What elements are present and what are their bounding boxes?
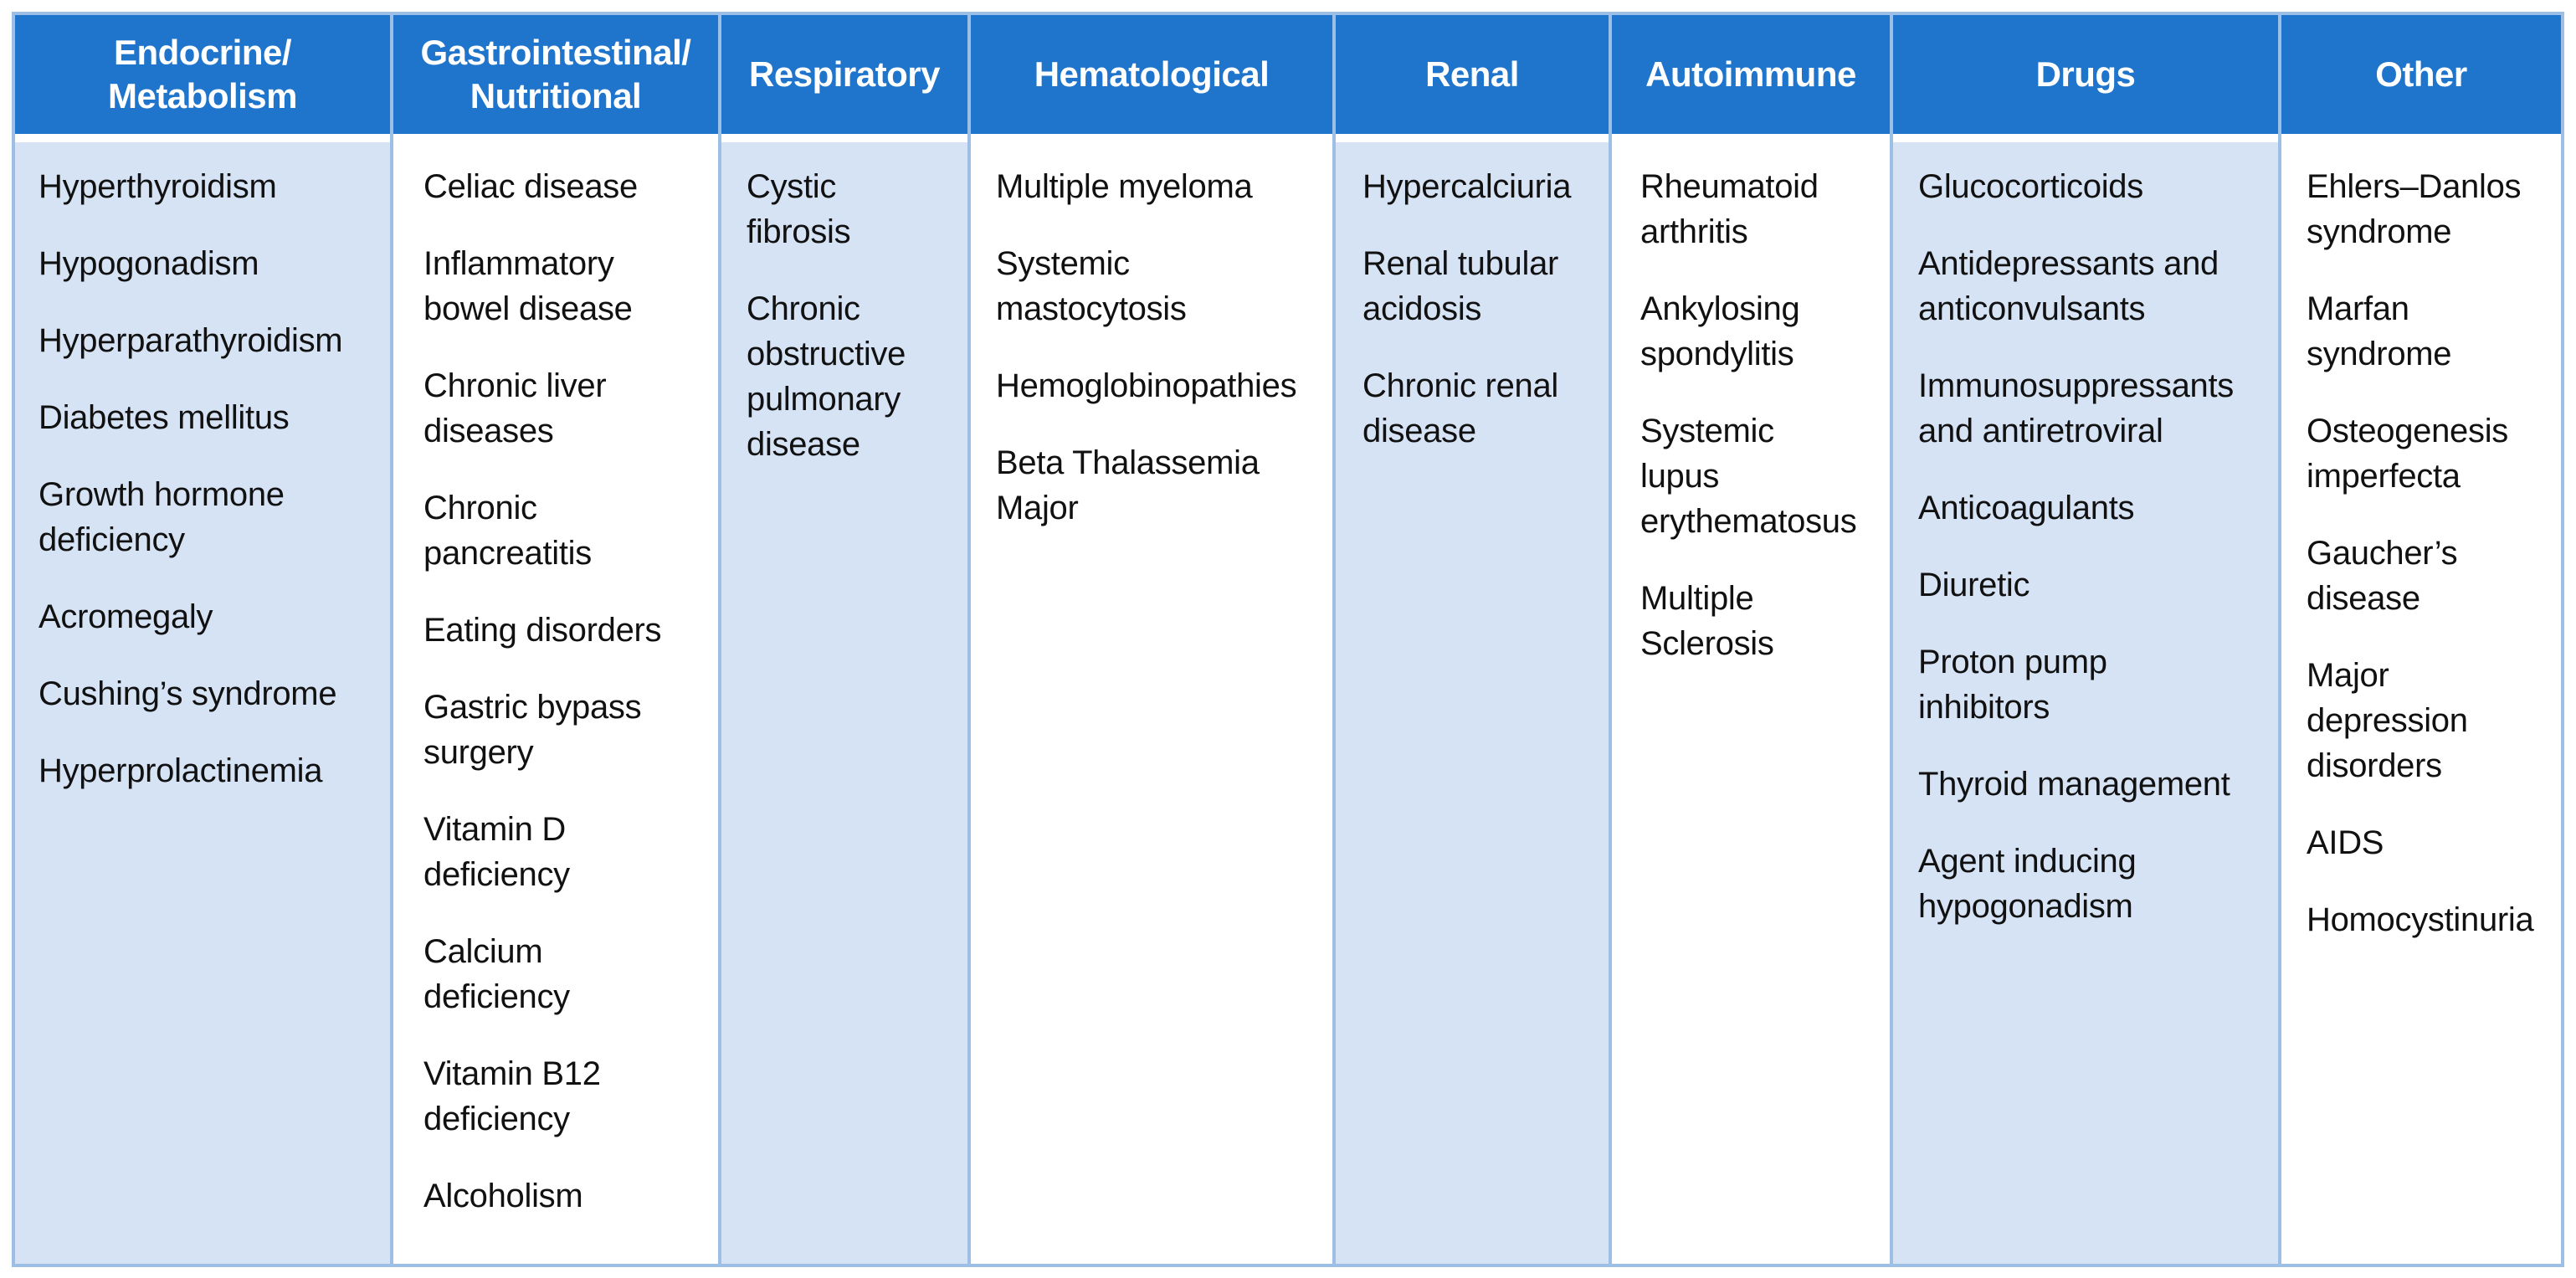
list-item: Rheumatoid arthritis [1640, 168, 1819, 250]
list-item: Vitamin B12 deficiency [423, 1055, 601, 1137]
list-item: Celiac disease [423, 168, 638, 205]
list-item: Glucocorticoids [1918, 168, 2143, 205]
list-item: Anticoagulants [1918, 490, 2135, 526]
column-header: Drugs [1893, 15, 2278, 142]
list-item: Systemic mastocytosis [996, 245, 1187, 327]
list-item: Vitamin D deficiency [423, 811, 570, 893]
list-item: Inflammatory bowel disease [423, 245, 633, 327]
list-item: Hyperparathyroidism [38, 322, 343, 359]
list-item: Diabetes mellitus [38, 399, 290, 436]
list-item: Cystic fibrosis [747, 168, 851, 250]
list-item: Homocystinuria [2307, 901, 2534, 938]
list-item: Multiple myeloma [996, 168, 1253, 205]
list-item: Ankylosing spondylitis [1640, 290, 1800, 372]
list-item: Thyroid management [1918, 766, 2230, 803]
list-item: Proton pump inhibitors [1918, 644, 2107, 726]
column-endocrine [15, 15, 390, 1264]
list-item: Immunosuppressants and antiretroviral [1918, 367, 2235, 449]
column-body [1612, 142, 1890, 1264]
list-item: Gastric bypass surgery [423, 689, 642, 771]
column-gastrointestinal [393, 15, 718, 1264]
column-hematological [971, 15, 1332, 1264]
list-item: Diuretic [1918, 567, 2030, 603]
column-body [393, 142, 718, 1264]
list-item: Hyperprolactinemia [38, 752, 323, 789]
column-header: Endocrine/ Metabolism [15, 15, 390, 142]
list-item: AIDS [2307, 824, 2384, 861]
list-item: Hyperthyroidism [38, 168, 277, 205]
column-body [1893, 142, 2278, 1264]
column-header: Gastrointestinal/ Nutritional [393, 15, 718, 142]
list-item: Beta Thalassemia Major [996, 444, 1260, 526]
column-body [971, 142, 1332, 1264]
list-item: Chronic liver diseases [423, 367, 607, 449]
list-item: Gaucher’s disease [2307, 535, 2458, 617]
column-header: Hematological [971, 15, 1332, 142]
list-item: Acromegaly [38, 598, 213, 635]
list-item: Hypercalciuria [1362, 168, 1572, 205]
list-item: Antidepressants and anticonvulsants [1918, 245, 2219, 327]
column-drugs [1893, 15, 2278, 1264]
column-other [2281, 15, 2561, 1264]
list-item: Ehlers–Danlos syndrome [2307, 168, 2522, 250]
column-body [2281, 142, 2561, 1264]
column-renal [1336, 15, 1609, 1264]
column-header: Renal [1336, 15, 1609, 142]
list-item: Growth hormone deficiency [38, 476, 285, 558]
column-autoimmune [1612, 15, 1890, 1264]
list-item: Chronic obstructive pulmonary disease [747, 290, 906, 463]
list-item: Major depression disorders [2307, 657, 2468, 784]
list-item: Alcoholism [423, 1178, 583, 1214]
column-body [15, 142, 390, 1264]
list-item: Multiple Sclerosis [1640, 580, 1774, 662]
column-header: Autoimmune [1612, 15, 1890, 142]
column-header: Respiratory [721, 15, 967, 142]
list-item: Cushing’s syndrome [38, 675, 337, 712]
list-item: Eating disorders [423, 612, 662, 649]
list-item: Hemoglobinopathies [996, 367, 1297, 404]
column-header: Other [2281, 15, 2561, 142]
list-item: Agent inducing hypogonadism [1918, 843, 2137, 925]
causes-table [12, 12, 2564, 1267]
column-respiratory [721, 15, 967, 1264]
column-body [721, 142, 967, 1264]
list-item: Renal tubular acidosis [1362, 245, 1559, 327]
list-item: Calcium deficiency [423, 933, 570, 1015]
list-item: Osteogenesis imperfecta [2307, 413, 2508, 495]
list-item: Systemic lupus erythematosus [1640, 413, 1857, 540]
list-item: Chronic renal disease [1362, 367, 1558, 449]
list-item: Chronic pancreatitis [423, 490, 592, 572]
column-body [1336, 142, 1609, 1264]
list-item: Hypogonadism [38, 245, 259, 282]
list-item: Marfan syndrome [2307, 290, 2452, 372]
